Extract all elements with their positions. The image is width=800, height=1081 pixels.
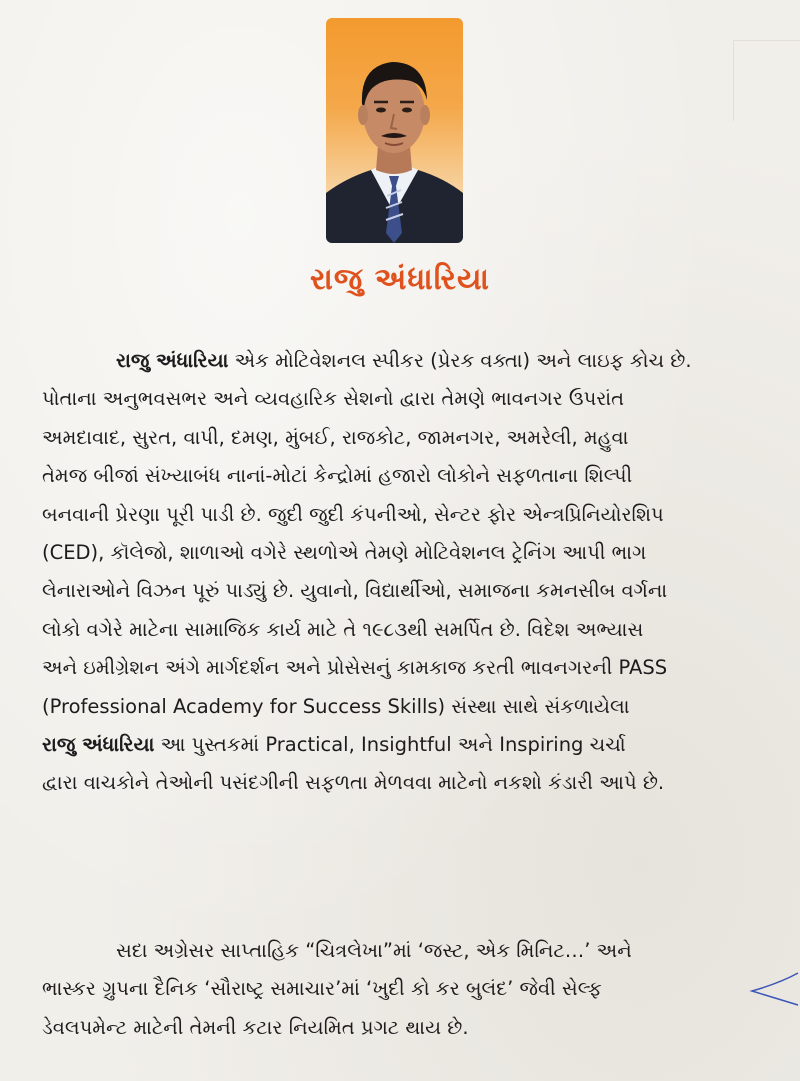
bio-line: લેનારાઓને વિઝન પૂરું પાડ્યું છે. યુવાનો, વિદ્યાર્થીઓ, સમાજના કમનસીબ વર્ગના	[42, 579, 668, 603]
author-name-bold: રાજુ અંધારિયા	[116, 349, 229, 372]
bio-line: ડેવલપમેન્ટ માટેની તેમની કટાર નિયમિત પ્રગટ થાય છે.	[42, 1015, 469, 1039]
bio-line: અમદાવાદ, સુરત, વાપી, દમણ, મુંબઈ, રાજકોટ, જામનગર, અમરેલી, મહુવા	[42, 425, 629, 449]
bio-line: સદા અગ્રેસર સાપ્તાહિક “ચિત્રલેખા”માં ‘જસ્ટ, એક મિનિટ…’ અને	[116, 939, 632, 962]
bio-line: અને ઇમીગ્રેશન અંગે માર્ગદર્શન અને પ્રોસેસનું કામકાજ કરતી ભાવનગરની PASS	[42, 656, 668, 680]
bio-line: (Professional Academy for Success Skills) સંસ્થા સાથે સંકળાયેલા	[42, 694, 630, 718]
bio-line-text: એક મોટિવેશનલ સ્પીકર (પ્રેરક વક્તા) અને લાઇફ કોચ છે.	[228, 349, 692, 372]
bio-line	[42, 342, 778, 380]
author-name: રાજુ અંધારિયા	[310, 262, 490, 297]
pen-mark-icon	[740, 965, 800, 1015]
bio-line-text: આ પુસ્તકમાં Practical, Insightful અને Inspiring ચર્ચા	[154, 733, 626, 757]
bio-line: (CED), કૉલેજો, શાળાઓ વગેરે સ્થળોએ તેમણે મોટિવેશનલ ટ્રેનિંગ આપી ભાગ	[42, 541, 647, 565]
bio-line: પોતાના અનુભવસભર અને વ્યવહારિક સેશનો દ્વારા તેમણે ભાવનગર ઉપરાંત	[42, 387, 625, 411]
bio-line: દ્વારા વાચકોને તેઓની પસંદગીની સફળતા મેળવવા માટેનો નકશો કંડારી આપે છે.	[42, 771, 665, 795]
bio-line: લોકો વગેરે માટેના સામાજિક કાર્ય માટે તે ૧૯૮૩થી સમર્પિત છે. વિદેશ અભ્યાસ	[42, 617, 644, 641]
bio-line: તેમજ બીજાં સંખ્યાબંધ નાનાં-મોટાં કેન્દ્રોમાં હજારો લોકોને સફળતાના શિલ્પી	[42, 464, 633, 488]
bio-line: બનવાની પ્રેરણા પૂરી પાડી છે. જુદી જુદી કંપનીઓ, સેન્ટર ફોર એન્ત્રપ્રિનિયોરશિપ	[42, 502, 664, 526]
author-name-bold: રાજુ અંધારિયા	[42, 733, 155, 757]
bio-paragraph-1	[42, 342, 778, 803]
author-photo	[326, 18, 463, 243]
bio-line	[42, 726, 778, 764]
bio-line: ભાસ્કર ગ્રુપના દૈનિક ‘સૌરાષ્ટ્ર સમાચાર’માં ‘ખુદી કો કર બુલંદ’ જેવી સેલ્ફ	[42, 977, 602, 1001]
bio-paragraph-2	[42, 932, 778, 1047]
paper-fold-mark	[733, 40, 800, 121]
